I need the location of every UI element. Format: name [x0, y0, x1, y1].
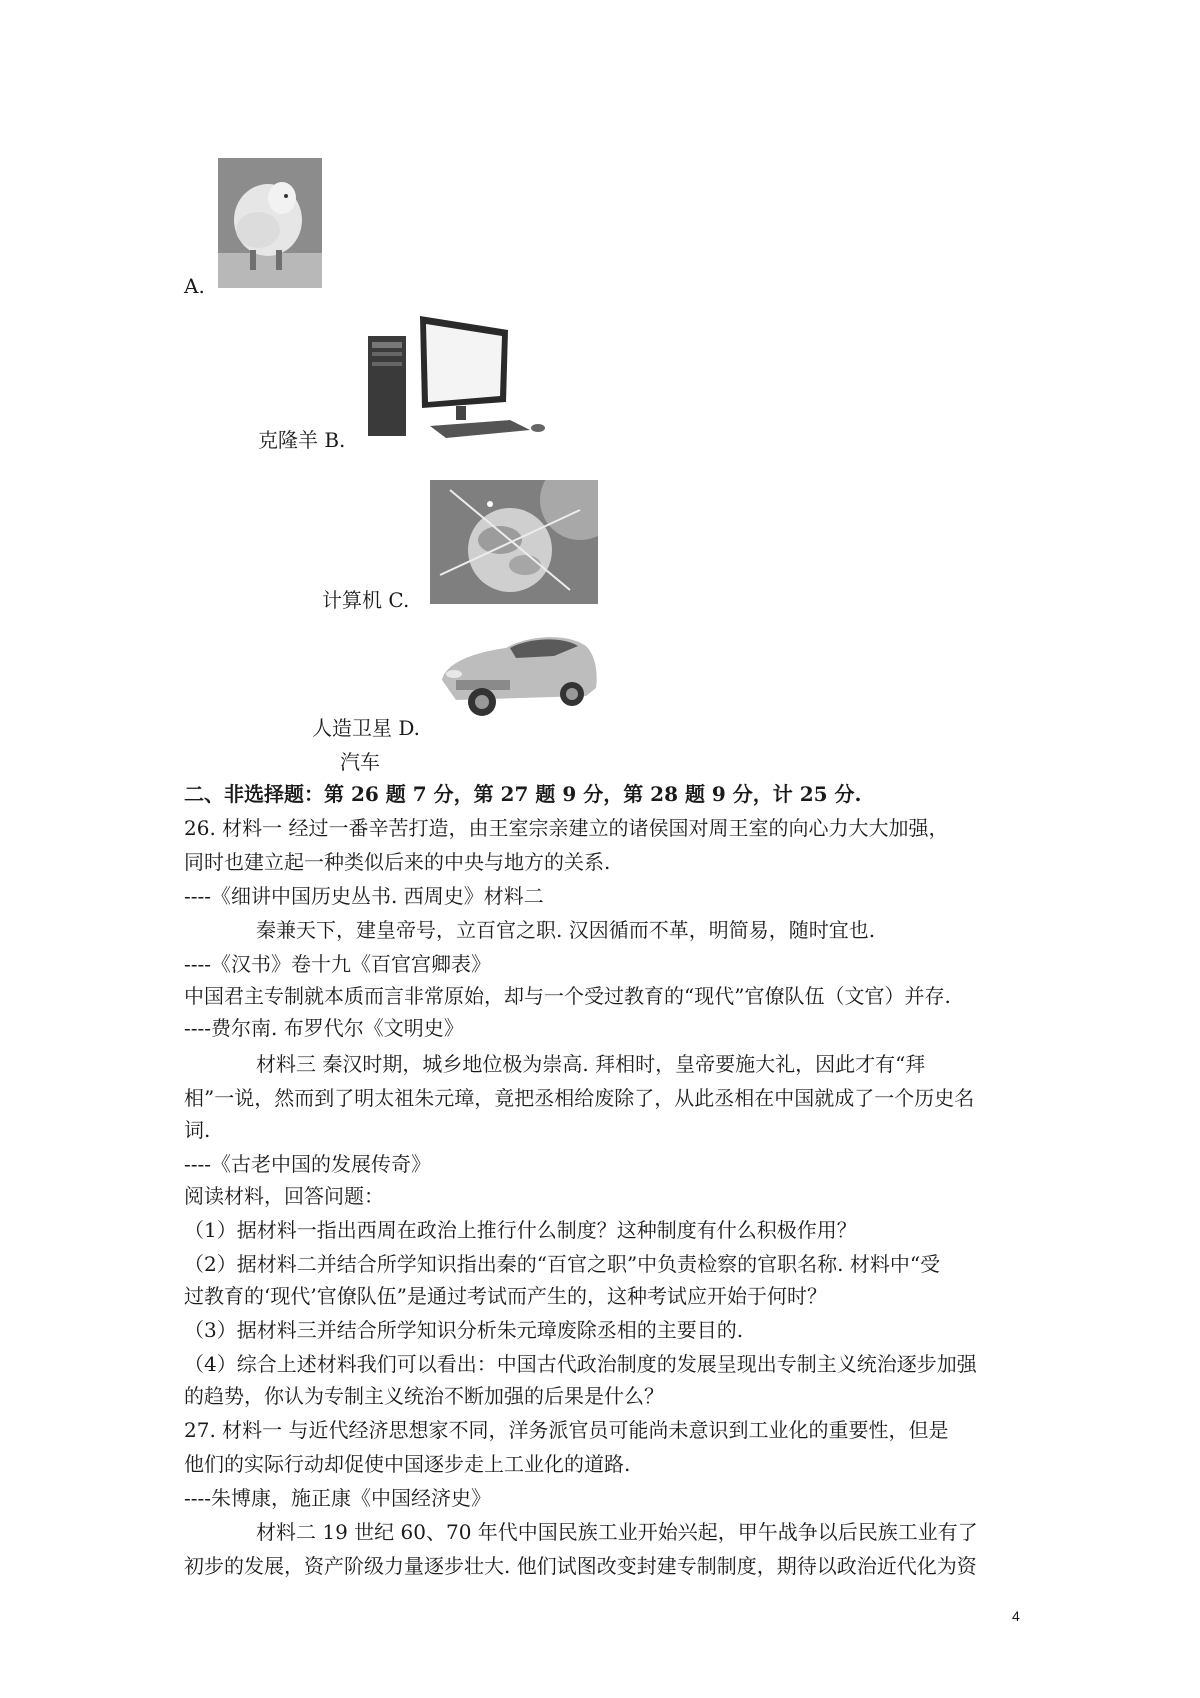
q26-material3-line3: 词.: [184, 1118, 211, 1142]
section-heading: 二、非选择题：第 26 题 7 分，第 27 题 9 分，第 28 题 9 分，计 25 分.: [184, 782, 862, 806]
option-c-line: 计算机 C.: [322, 588, 410, 612]
option-b-line: 克隆羊 B.: [258, 428, 346, 452]
q27-material1-line2: 他们的实际行动却促使中国逐步走上工业化的道路.: [184, 1452, 631, 1476]
option-a-label: A.: [184, 274, 205, 298]
q26-source1: ----《细讲中国历史丛书. 西周史》材料二: [184, 884, 544, 908]
q26-question1: （1）据材料一指出西周在政治上推行什么制度？这种制度有什么积极作用？: [184, 1218, 857, 1242]
satellite-image: [430, 480, 598, 604]
q26-material3-line2: 相”一说，然而到了明太祖朱元璋，竟把丞相给废除了，从此丞相在中国就成了一个历史名: [184, 1086, 975, 1110]
page-number: 4: [1012, 1608, 1020, 1624]
option-d-caption: 汽车: [340, 750, 380, 774]
q26-source2: ----《汉书》卷十九《百官宫卿表》: [184, 952, 492, 976]
q26-source3: ----费尔南. 布罗代尔《文明史》: [184, 1016, 464, 1040]
computer-image: [360, 316, 560, 444]
q26-material3-line1: 材料三 秦汉时期，城乡地位极为崇高. 拜相时，皇帝要施大礼，因此才有“拜: [256, 1052, 926, 1076]
q27-material2-line1: 材料二 19 世纪 60、70 年代中国民族工业开始兴起，甲午战争以后民族工业有了: [256, 1520, 978, 1544]
q26-prompt: 阅读材料，回答问题：: [184, 1184, 384, 1208]
sheep-image: [218, 158, 322, 288]
q26-question4-line1: （4）综合上述材料我们可以看出：中国古代政治制度的发展呈现出专制主义统治逐步加强: [184, 1352, 977, 1376]
q26-material2-line2: 中国君主专制就本质而言非常原始，却与一个受过教育的“现代”官僚队伍（文官）并存.: [184, 984, 951, 1008]
q26-question3: （3）据材料三并结合所学知识分析朱元璋废除丞相的主要目的.: [184, 1318, 744, 1342]
q27-material1-line1: 27. 材料一 与近代经济思想家不同，洋务派官员可能尚未意识到工业化的重要性，但是: [184, 1418, 949, 1442]
q26-material1-line2: 同时也建立起一种类似后来的中央与地方的关系.: [184, 850, 611, 874]
q26-question2-line1: （2）据材料二并结合所学知识指出秦的“百官之职”中负责检察的官职名称. 材料中“受: [184, 1252, 941, 1276]
q26-question2-line2: 过教育的‘现代’官僚队伍”是通过考试而产生的，这种考试应开始于何时？: [184, 1284, 827, 1308]
q26-material2-line1: 秦兼天下，建皇帝号，立百官之职. 汉因循而不革，明简易，随时宜也.: [256, 918, 876, 942]
q27-material2-line2: 初步的发展，资产阶级力量逐步壮大. 他们试图改变封建专制制度，期待以政治近代化为资: [184, 1554, 977, 1578]
q27-source1: ----朱博康，施正康《中国经济史》: [184, 1486, 492, 1510]
option-d-line: 人造卫星 D.: [312, 716, 421, 740]
q26-material1-line1: 26. 材料一 经过一番辛苦打造，由王室宗亲建立的诸侯国对周王室的向心力大大加强，: [184, 816, 949, 840]
car-image: [436, 622, 602, 726]
q26-source4: ----《古老中国的发展传奇》: [184, 1152, 432, 1176]
q26-question4-line2: 的趋势，你认为专制主义统治不断加强的后果是什么？: [184, 1384, 664, 1408]
